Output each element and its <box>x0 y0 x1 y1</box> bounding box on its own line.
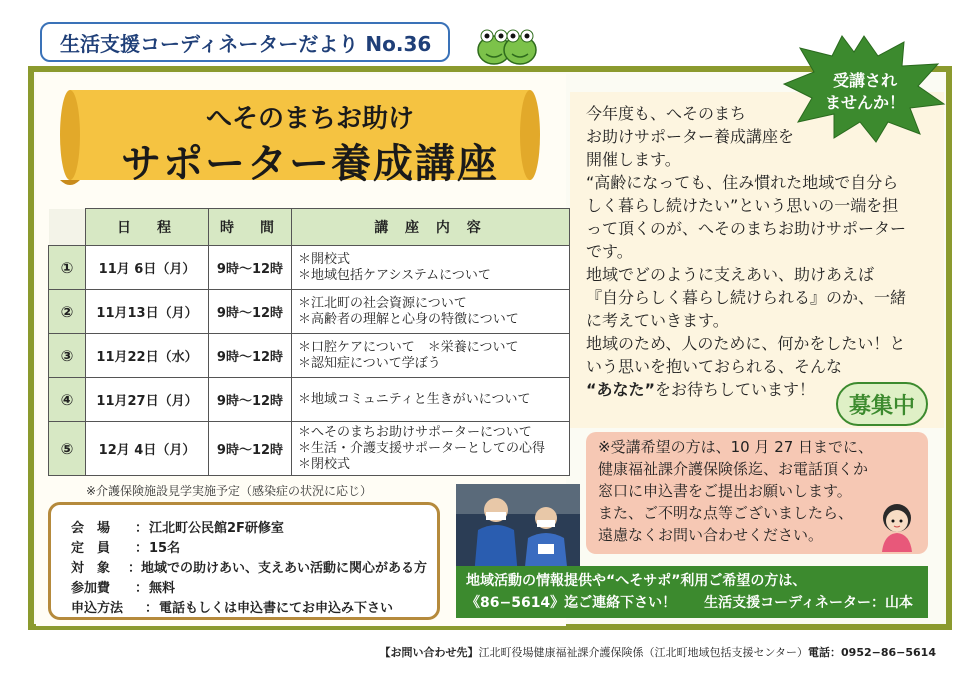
info-value: 無料 <box>149 581 176 596</box>
session-time: 9時〜12時 <box>209 334 292 378</box>
topic-line: ＊閉校式 <box>298 456 351 472</box>
info-key: 会 場 <box>71 521 111 536</box>
topic-line: ＊地域コミュニティと生きがいについて <box>298 391 531 407</box>
newsletter-title: 生活支援コーディネーターだより No.36 <box>40 22 450 62</box>
info-value: 江北町公民館2F研修室 <box>149 521 284 536</box>
footer-phone: 電話：0952−86−5614 <box>808 646 936 659</box>
description-line: 地域でどのように支えあい、助けあえば <box>586 265 875 284</box>
info-row-apply: 申込方法 ： 電話もしくは申込書にてお申込み下さい <box>71 597 427 617</box>
header-blank <box>49 209 86 246</box>
session-number: ⑤ <box>49 422 86 476</box>
header-date: 日 程 <box>86 209 209 246</box>
info-key: 参加費 <box>71 581 111 596</box>
session-topics <box>292 246 570 290</box>
footer-org: 江北町役場健康福祉課介護保険係（江北町地域包括支援センター） <box>478 646 809 659</box>
contact-band <box>456 566 928 618</box>
session-date: 11月13日（月） <box>86 290 209 334</box>
info-value: 電話もしくは申込書にてお申込み下さい <box>159 601 394 616</box>
application-line: 窓口に申込書をご提出お願いします。 <box>598 482 852 500</box>
description-text <box>586 102 938 401</box>
title-scroll-banner <box>60 82 540 192</box>
application-line: また、ご不明な点等ございましたら、 <box>598 504 854 522</box>
description-line: 『自分らしく暮らし続けられる』のか、一緒 <box>586 288 907 307</box>
info-row-capacity: 定 員 ： 15名 <box>71 537 427 557</box>
description-line: いう思いを抱いておられる、そんな <box>586 357 843 376</box>
session-time: 9時〜12時 <box>209 290 292 334</box>
session-date: 11月22日（水） <box>86 334 209 378</box>
session-number: ④ <box>49 378 86 422</box>
table-row <box>49 422 570 476</box>
band-line: 《86−5614》迄ご連絡下さい！ 生活支援コーディネーター：山本 <box>466 595 914 611</box>
header-time: 時 間 <box>209 209 292 246</box>
info-row-target: 対 象 ： 地域での助けあい、支えあい活動に関心がある方 <box>71 557 427 577</box>
description-line: しく暮らし続けたい”という思いの一端を担 <box>586 196 899 215</box>
footer-label: 【お問い合わせ先】 <box>379 646 479 659</box>
recruiting-badge: 募集中 <box>836 382 928 426</box>
application-line: 遠慮なくお問い合わせください。 <box>598 526 824 544</box>
starburst-line: 受講され <box>832 71 897 90</box>
table-row <box>49 334 570 378</box>
session-topics <box>292 378 570 422</box>
description-line: に考えていきます。 <box>586 311 729 330</box>
info-key: 定 員 <box>71 541 111 556</box>
description-line: って頂くのが、へそのまちお助けサポーター <box>586 219 907 238</box>
info-row-fee: 参加費 ： 無料 <box>71 577 427 597</box>
coordinators-photo <box>456 484 580 576</box>
topic-line: ＊江北町の社会資源について <box>298 295 467 311</box>
topic-line: ＊口腔ケアについて ＊栄養について <box>298 339 519 355</box>
description-line: 今年度も、へそのまち <box>586 104 747 123</box>
topic-line: ＊生活・介護支援サポーターとしての心得 <box>298 440 546 456</box>
info-key: 対 象 <box>71 561 111 576</box>
schedule-header-row <box>49 209 570 246</box>
session-time: 9時〜12時 <box>209 378 292 422</box>
description-line: 開催します。 <box>586 150 681 169</box>
info-key: 申込方法 <box>71 601 124 616</box>
table-row <box>49 290 570 334</box>
schedule-table <box>48 208 570 476</box>
session-number: ② <box>49 290 86 334</box>
emphasis-anata: “あなた” <box>586 380 656 399</box>
session-topics <box>292 422 570 476</box>
table-row <box>49 378 570 422</box>
info-value: 15名 <box>149 541 181 556</box>
banner-title: サポーター養成講座 <box>121 141 499 187</box>
banner-subtitle: へそのまちお助け <box>205 104 414 134</box>
session-date: 12月 4日（月） <box>86 422 209 476</box>
topic-line: ＊地域包括ケアシステムについて <box>298 267 491 283</box>
session-time: 9時〜12時 <box>209 246 292 290</box>
application-line: 健康福祉課介護保険係迄、お電話頂くか <box>598 460 869 478</box>
frog-mascots-icon <box>472 20 542 68</box>
description-tail: をお待ちしています！ <box>655 380 816 399</box>
topic-line: ＊へそのまちお助けサポーターについて <box>298 424 532 440</box>
session-date: 11月27日（月） <box>86 378 209 422</box>
session-topics <box>292 334 570 378</box>
application-line: ※受講希望の方は、10 月 27 日までに、 <box>598 438 874 456</box>
topic-line: ＊高齢者の理解と心身の特徴について <box>298 311 519 327</box>
topic-line: ＊開校式 <box>298 251 351 267</box>
table-row <box>49 246 570 290</box>
session-number: ① <box>49 246 86 290</box>
session-number: ③ <box>49 334 86 378</box>
header-content: 講 座 内 容 <box>292 209 570 246</box>
description-line: “高齢になっても、住み慣れた地域で自分ら <box>586 173 899 192</box>
girl-illustration-icon <box>874 500 920 552</box>
session-topics <box>292 290 570 334</box>
description-line: です。 <box>586 242 633 261</box>
session-date: 11月 6日（月） <box>86 246 209 290</box>
info-row-venue: 会 場 ： 江北町公民館2F研修室 <box>71 517 427 537</box>
topic-line: ＊認知症について学ぼう <box>298 355 441 371</box>
band-line: 地域活動の情報提供や“へそサポ”利用ご希望の方は、 <box>466 573 807 589</box>
info-value: 地域での助けあい、支えあい活動に関心がある方 <box>140 561 427 576</box>
footer-contact <box>379 644 936 660</box>
description-line: お助けサポーター養成講座を <box>586 127 795 146</box>
event-info-box <box>48 502 440 620</box>
starburst-line: ませんか！ <box>824 93 905 112</box>
session-time: 9時〜12時 <box>209 422 292 476</box>
description-line: 地域のため、人のために、何かをしたい！と <box>586 334 906 353</box>
starburst-text <box>810 70 920 114</box>
facility-visit-note: ※介護保険施設見学実施予定（感染症の状況に応じ） <box>86 484 373 498</box>
